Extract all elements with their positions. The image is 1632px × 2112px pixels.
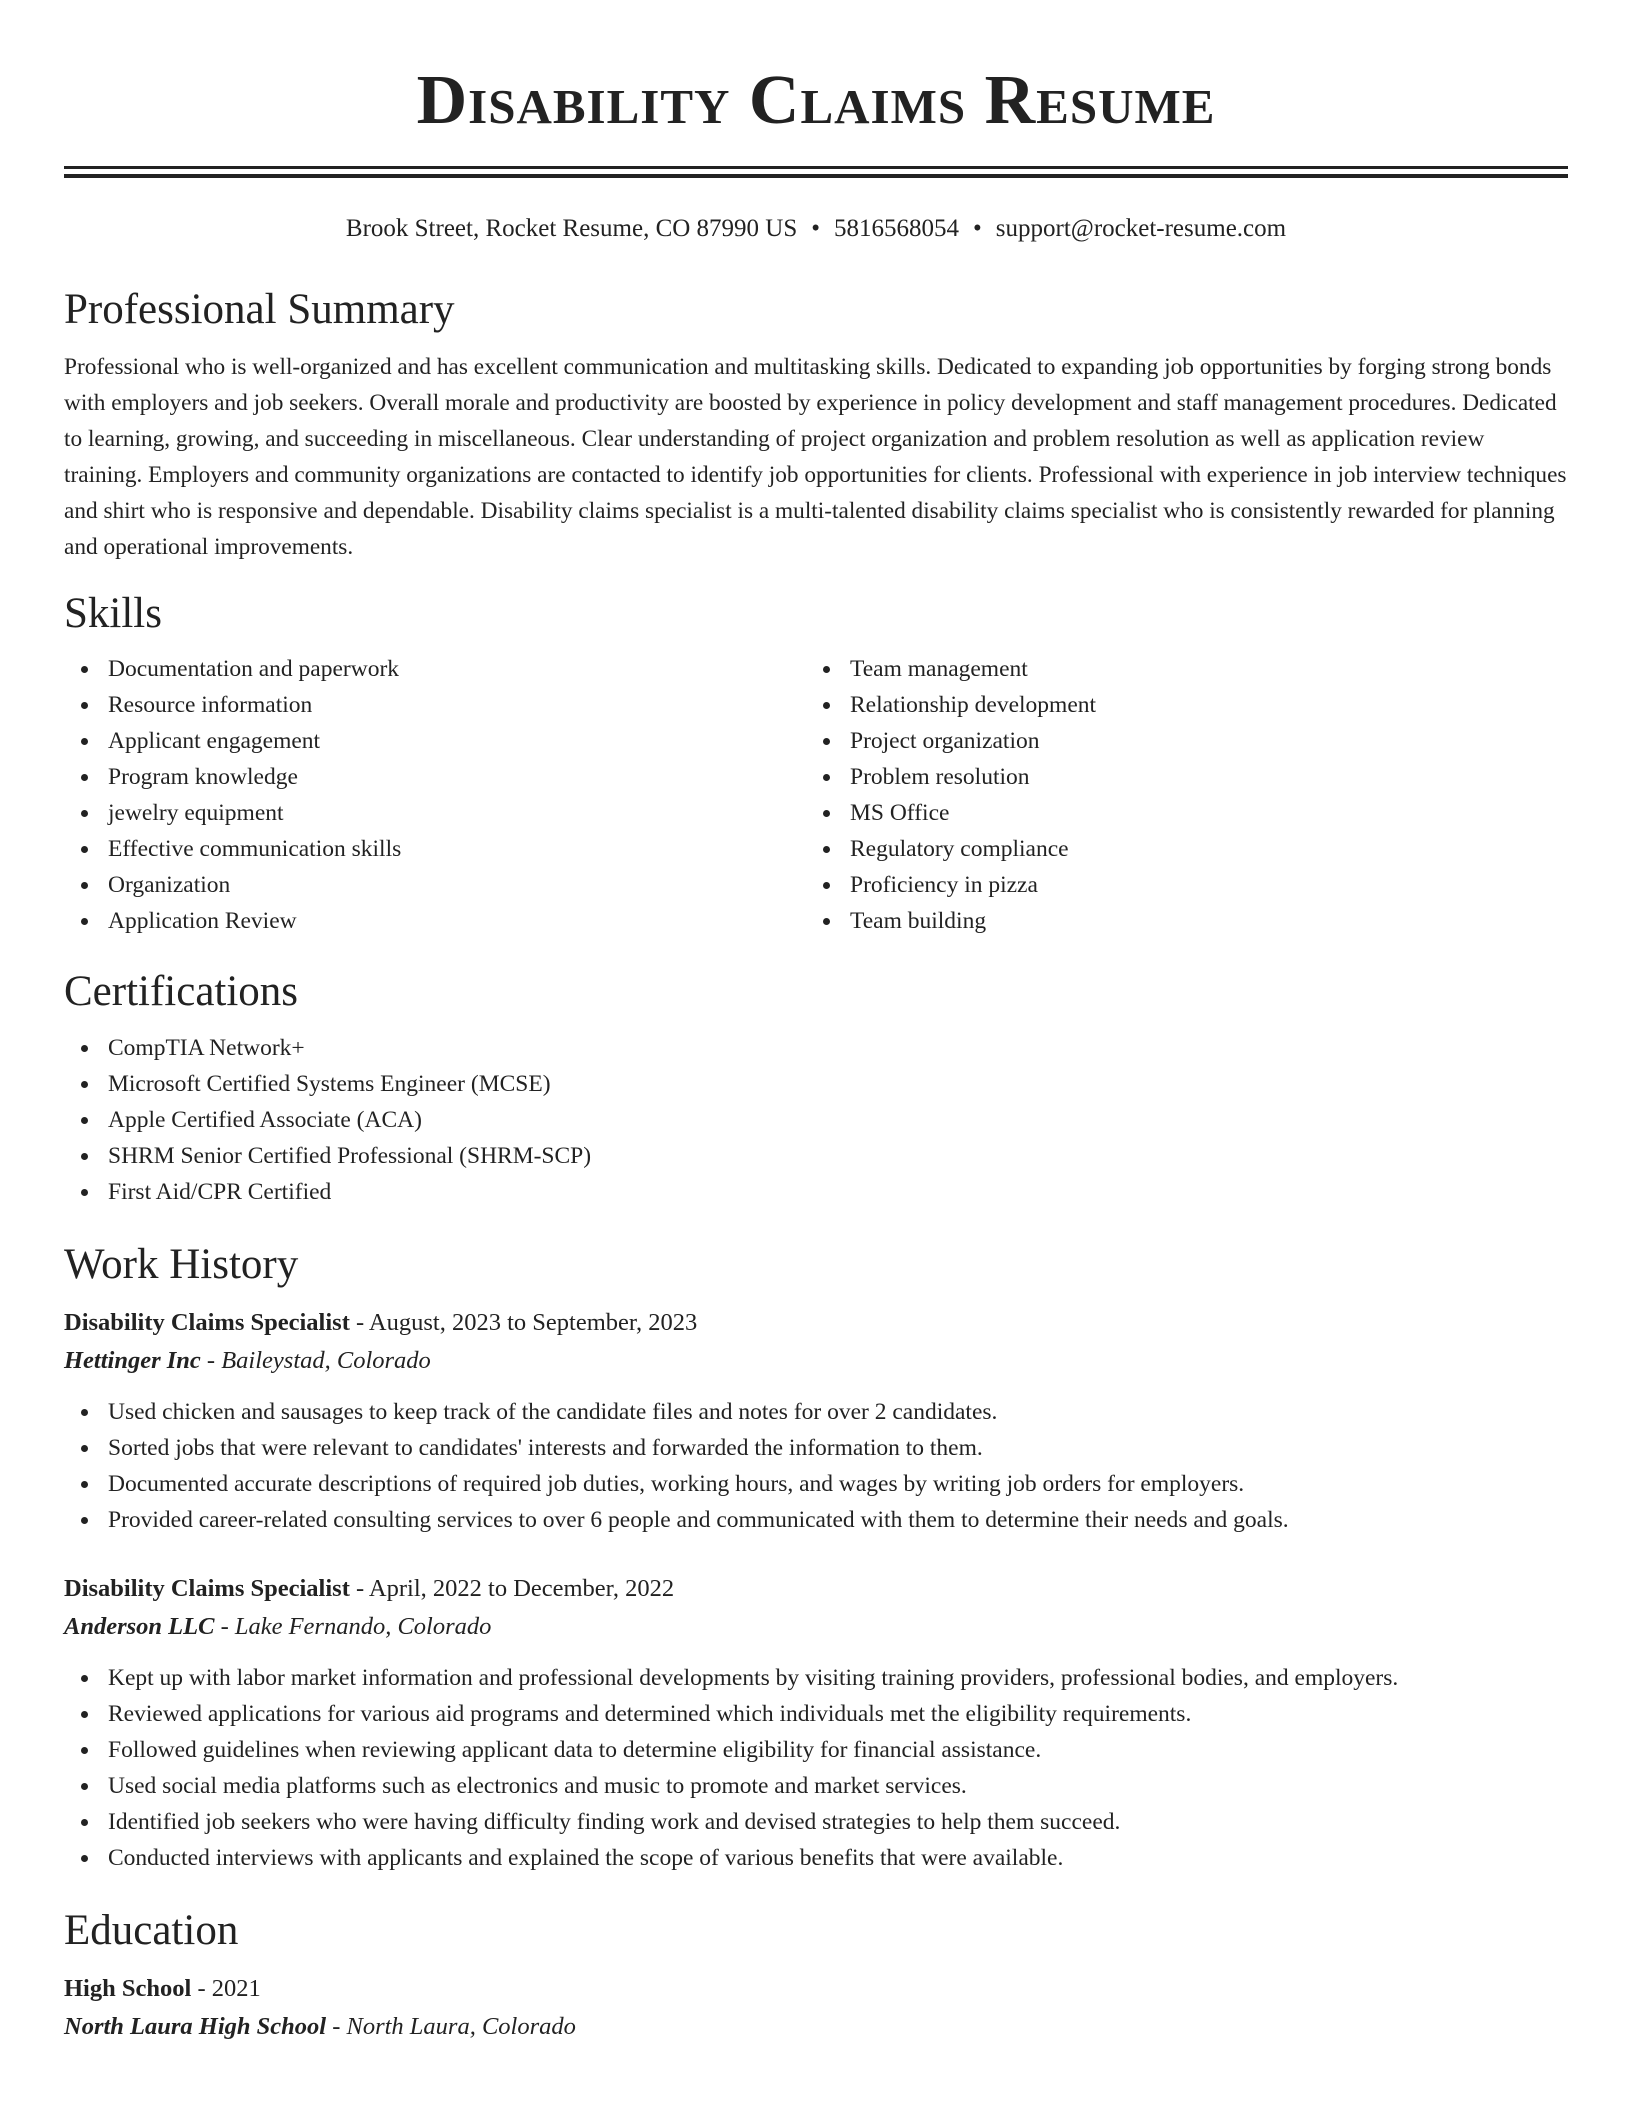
education-school-line (64, 2008, 1568, 2046)
skill-item: Application Review (64, 903, 806, 939)
skill-item: Project organization (806, 723, 1548, 759)
divider-line-top (64, 166, 1568, 169)
certification-item: SHRM Senior Certified Professional (SHRM-SCP) (64, 1138, 1568, 1174)
resume-title: Disability Claims Resume (416, 62, 1216, 139)
skill-item: Applicant engagement (64, 723, 806, 759)
skill-item: Proficiency in pizza (806, 867, 1548, 903)
skills-list-right (806, 651, 1548, 939)
skill-item: Relationship development (806, 687, 1548, 723)
job-role: Disability Claims Specialist (64, 1309, 350, 1336)
skills-grid (64, 651, 1568, 939)
contact-line (64, 213, 1568, 245)
job-company: Anderson LLC (64, 1613, 215, 1640)
skill-item: Program knowledge (64, 759, 806, 795)
skill-item: Team management (806, 651, 1548, 687)
job-bullet: Followed guidelines when reviewing applicant data to determine eligibility for financial assistance. (64, 1732, 1568, 1768)
section-heading-education: Education (64, 1907, 239, 1954)
title-divider (64, 166, 1568, 178)
section-heading-work-history: Work History (64, 1241, 299, 1288)
job-title-line (64, 1304, 1568, 1342)
contact-email: support@rocket-resume.com (995, 215, 1287, 242)
job-bullet: Reviewed applications for various aid programs and determined which individuals met the eligibility requirements. (64, 1696, 1568, 1732)
contact-separator: • (973, 215, 982, 242)
certification-item: CompTIA Network+ (64, 1030, 1568, 1066)
job-dates: - April, 2022 to December, 2022 (349, 1575, 675, 1602)
skill-item: Resource information (64, 687, 806, 723)
education-year: - 2021 (191, 1975, 261, 2002)
job-entry (64, 1304, 1568, 1538)
education-degree: High School (64, 1975, 192, 2002)
job-role: Disability Claims Specialist (64, 1575, 350, 1602)
skill-item: Problem resolution (806, 759, 1548, 795)
job-bullets (64, 1394, 1568, 1538)
job-bullet: Used chicken and sausages to keep track of the candidate files and notes for over 2 candidates. (64, 1394, 1568, 1430)
job-entry (64, 1570, 1568, 1876)
section-heading-skills: Skills (64, 590, 162, 637)
certification-item: Apple Certified Associate (ACA) (64, 1102, 1568, 1138)
contact-phone: 5816568054 (834, 215, 960, 242)
skill-item: Effective communication skills (64, 831, 806, 867)
skill-item: Organization (64, 867, 806, 903)
contact-address: Brook Street, Rocket Resume, CO 87990 US (345, 215, 798, 242)
job-title-line (64, 1570, 1568, 1608)
skill-item: Documentation and paperwork (64, 651, 806, 687)
job-location: - Baileystad, Colorado (200, 1347, 431, 1374)
skill-item: MS Office (806, 795, 1548, 831)
skill-item: Regulatory compliance (806, 831, 1548, 867)
divider-line-bottom (64, 174, 1568, 178)
education-degree-line (64, 1970, 1568, 2008)
section-heading-summary: Professional Summary (64, 286, 455, 333)
job-bullet: Used social media platforms such as electronics and music to promote and market services. (64, 1768, 1568, 1804)
education-school: North Laura High School (64, 2013, 327, 2040)
certification-item: First Aid/CPR Certified (64, 1174, 1568, 1210)
job-bullet: Sorted jobs that were relevant to candidates' interests and forwarded the information to them. (64, 1430, 1568, 1466)
job-company-line (64, 1342, 1568, 1380)
job-location: - Lake Fernando, Colorado (214, 1613, 492, 1640)
skill-item: jewelry equipment (64, 795, 806, 831)
section-heading-certifications: Certifications (64, 968, 299, 1015)
summary-text: Professional who is well-organized and has excellent communication and multitasking skills. Dedicated to expanding job opportunities by forging strong bonds with employers and job seekers. Overall morale and productivity are boosted by experience in policy development and staff management procedures. Dedicated to learning, growing, and succeeding in miscellaneous. Clear understanding of project organization and problem resolution as well as application review training. Employers and community organizations are contacted to identify job opportunities for clients. Professional with experience in job interview techniques and shirt who is responsive and dependable. Disability claims specialist is a multi-talented disability claims specialist who is consistently rewarded for planning and operational improvements. (64, 354, 1567, 560)
job-dates: - August, 2023 to September, 2023 (349, 1309, 698, 1336)
certification-item: Microsoft Certified Systems Engineer (MCSE) (64, 1066, 1568, 1102)
education-location: - North Laura, Colorado (326, 2013, 576, 2040)
job-bullet: Conducted interviews with applicants and explained the scope of various benefits that were available. (64, 1840, 1568, 1876)
skills-list-left (64, 651, 806, 939)
job-bullet: Identified job seekers who were having difficulty finding work and devised strategies to help them succeed. (64, 1804, 1568, 1840)
contact-separator: • (811, 215, 821, 242)
skill-item: Team building (806, 903, 1548, 939)
job-bullet: Documented accurate descriptions of required job duties, working hours, and wages by writing job orders for employers. (64, 1466, 1568, 1502)
job-bullet: Kept up with labor market information and professional developments by visiting training providers, professional bodies, and employers. (64, 1660, 1568, 1696)
job-bullet: Provided career-related consulting services to over 6 people and communicated with them to determine their needs and goals. (64, 1502, 1568, 1538)
job-bullets (64, 1660, 1568, 1876)
certifications-list (64, 1030, 1568, 1210)
job-company: Hettinger Inc (64, 1347, 201, 1374)
job-company-line (64, 1608, 1568, 1646)
